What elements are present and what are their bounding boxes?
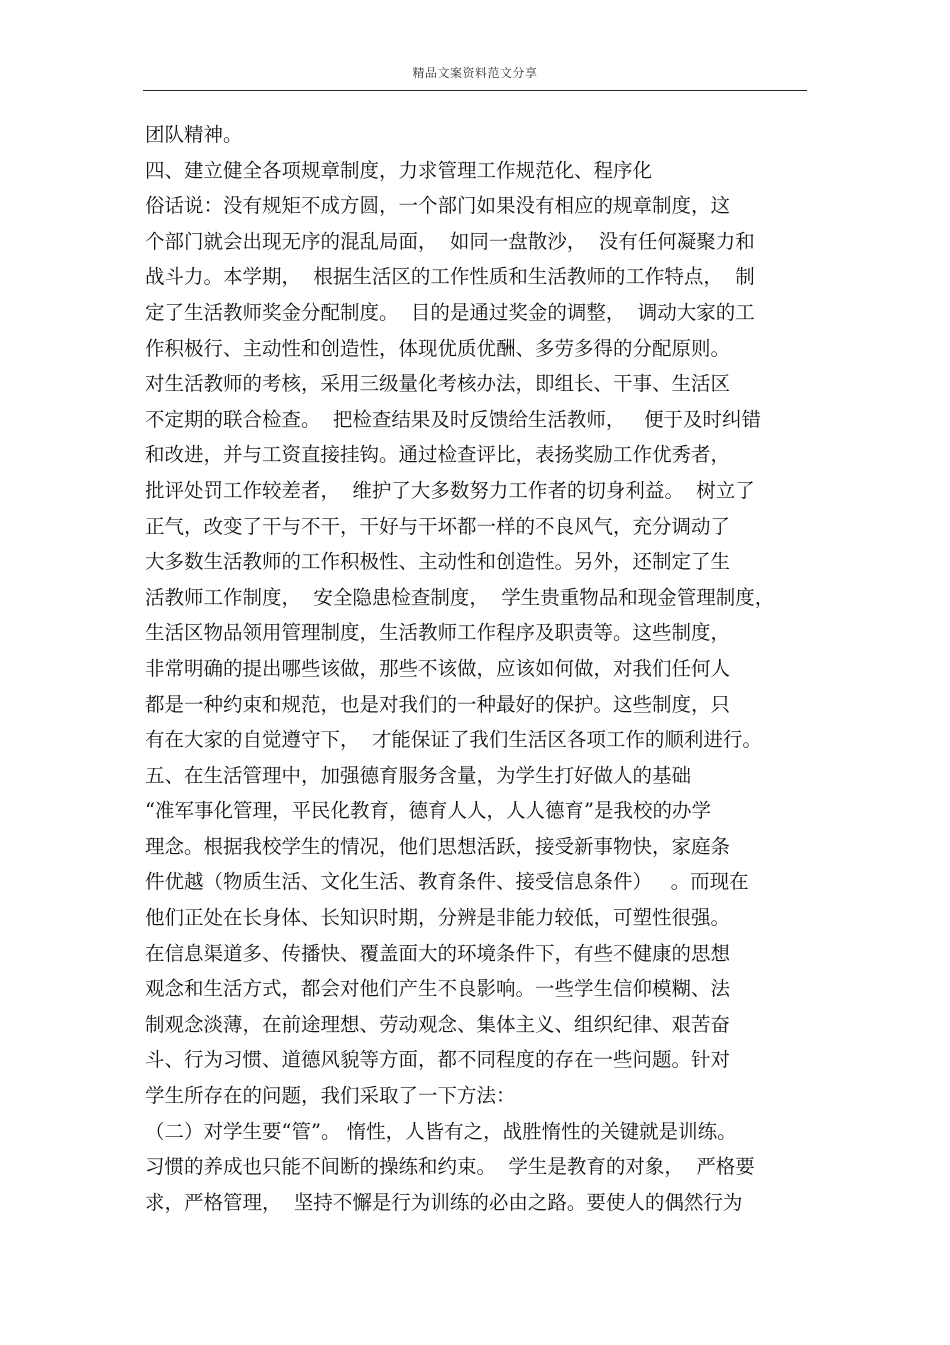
text-line: 件优越（物质生活、文化生活、教育条件、接受信息条件） 。而现在 xyxy=(145,870,749,894)
text-line: 团队精神。 xyxy=(145,123,243,146)
text-line: 制观念淡薄，在前途理想、劳动观念、集体主义、组织纪律、艰苦奋 xyxy=(145,1012,731,1036)
text-line: 正气，改变了干与不干，干好与干坏都一样的不良风气，充分调动了 xyxy=(145,514,731,538)
text-line: 作积极行、主动性和创造性，体现优质优酬、多劳多得的分配原则。 xyxy=(145,336,731,360)
text-line: 斗、行为习惯、道德风貌等方面，都不同程度的存在一些问题。针对 xyxy=(145,1048,731,1072)
text-line: 和改进，并与工资直接挂钩。通过检查评比，表扬奖励工作优秀者， xyxy=(145,443,731,467)
section-heading-4: 四、建立健全各项规章制度，力求管理工作规范化、程序化 xyxy=(145,158,653,182)
text-line: “准军事化管理，平民化教育，德育人人，人人德育”是我校的办学 xyxy=(145,799,711,823)
text-line: 他们正处在长身体、长知识时期，分辨是非能力较低，可塑性很强。 xyxy=(145,906,731,930)
text-line: 定了生活教师奖金分配制度。 目的是通过奖金的调整， 调动大家的工 xyxy=(145,300,755,324)
text-line: 理念。根据我校学生的情况，他们思想活跃，接受新事物快，家庭条 xyxy=(145,834,731,858)
subsection-heading: （二）对学生要“管”。 惰性，人皆有之，战胜惰性的关键就是训练。 xyxy=(145,1119,737,1143)
document-body xyxy=(145,117,815,1220)
text-line: 俗话说：没有规矩不成方圆，一个部门如果没有相应的规章制度，这 xyxy=(145,194,731,218)
text-line: 学生所存在的问题，我们采取了一下方法： xyxy=(145,1084,516,1108)
text-line: 活教师工作制度， 安全隐患检查制度， 学生贵重物品和现金管理制度， xyxy=(145,585,775,609)
text-line: 习惯的养成也只能不间断的操练和约束。 学生是教育的对象， 严格要 xyxy=(145,1155,755,1179)
text-line: 非常明确的提出哪些该做，那些不该做，应该如何做，对我们任何人 xyxy=(145,656,731,680)
page-header: 精品文案资料范文分享 xyxy=(412,66,538,80)
text-line: 批评处罚工作较差者， 维护了大多数努力工作者的切身利益。 树立了 xyxy=(145,478,755,502)
text-line: 观念和生活方式，都会对他们产生不良影响。一些学生信仰模糊、法 xyxy=(145,977,731,1001)
text-line: 对生活教师的考核，采用三级量化考核办法，即组长、干事、生活区 xyxy=(145,372,731,396)
text-line: 在信息渠道多、传播快、覆盖面大的环境条件下，有些不健康的思想 xyxy=(145,941,731,965)
text-line: 都是一种约束和规范，也是对我们的一种最好的保护。这些制度，只 xyxy=(145,692,731,716)
text-line: 有在大家的自觉遵守下， 才能保证了我们生活区各项工作的顺利进行。 xyxy=(145,728,762,752)
header-rule xyxy=(143,90,807,91)
text-line: 不定期的联合检查。 把检查结果及时反馈给生活教师， 便于及时纠错 xyxy=(145,407,761,431)
text-line: 个部门就会出现无序的混乱局面， 如同一盘散沙， 没有任何凝聚力和 xyxy=(145,229,755,253)
text-line: 生活区物品领用管理制度，生活教师工作程序及职责等。这些制度， xyxy=(145,621,731,645)
text-line: 战斗力。本学期， 根据生活区的工作性质和生活教师的工作特点， 制 xyxy=(145,265,755,289)
section-heading-5: 五、在生活管理中，加强德育服务含量，为学生打好做人的基础 xyxy=(145,763,692,787)
text-line: 求，严格管理， 坚持不懈是行为训练的必由之路。要使人的偶然行为 xyxy=(145,1190,743,1214)
text-line: 大多数生活教师的工作积极性、主动性和创造性。另外，还制定了生 xyxy=(145,550,731,574)
